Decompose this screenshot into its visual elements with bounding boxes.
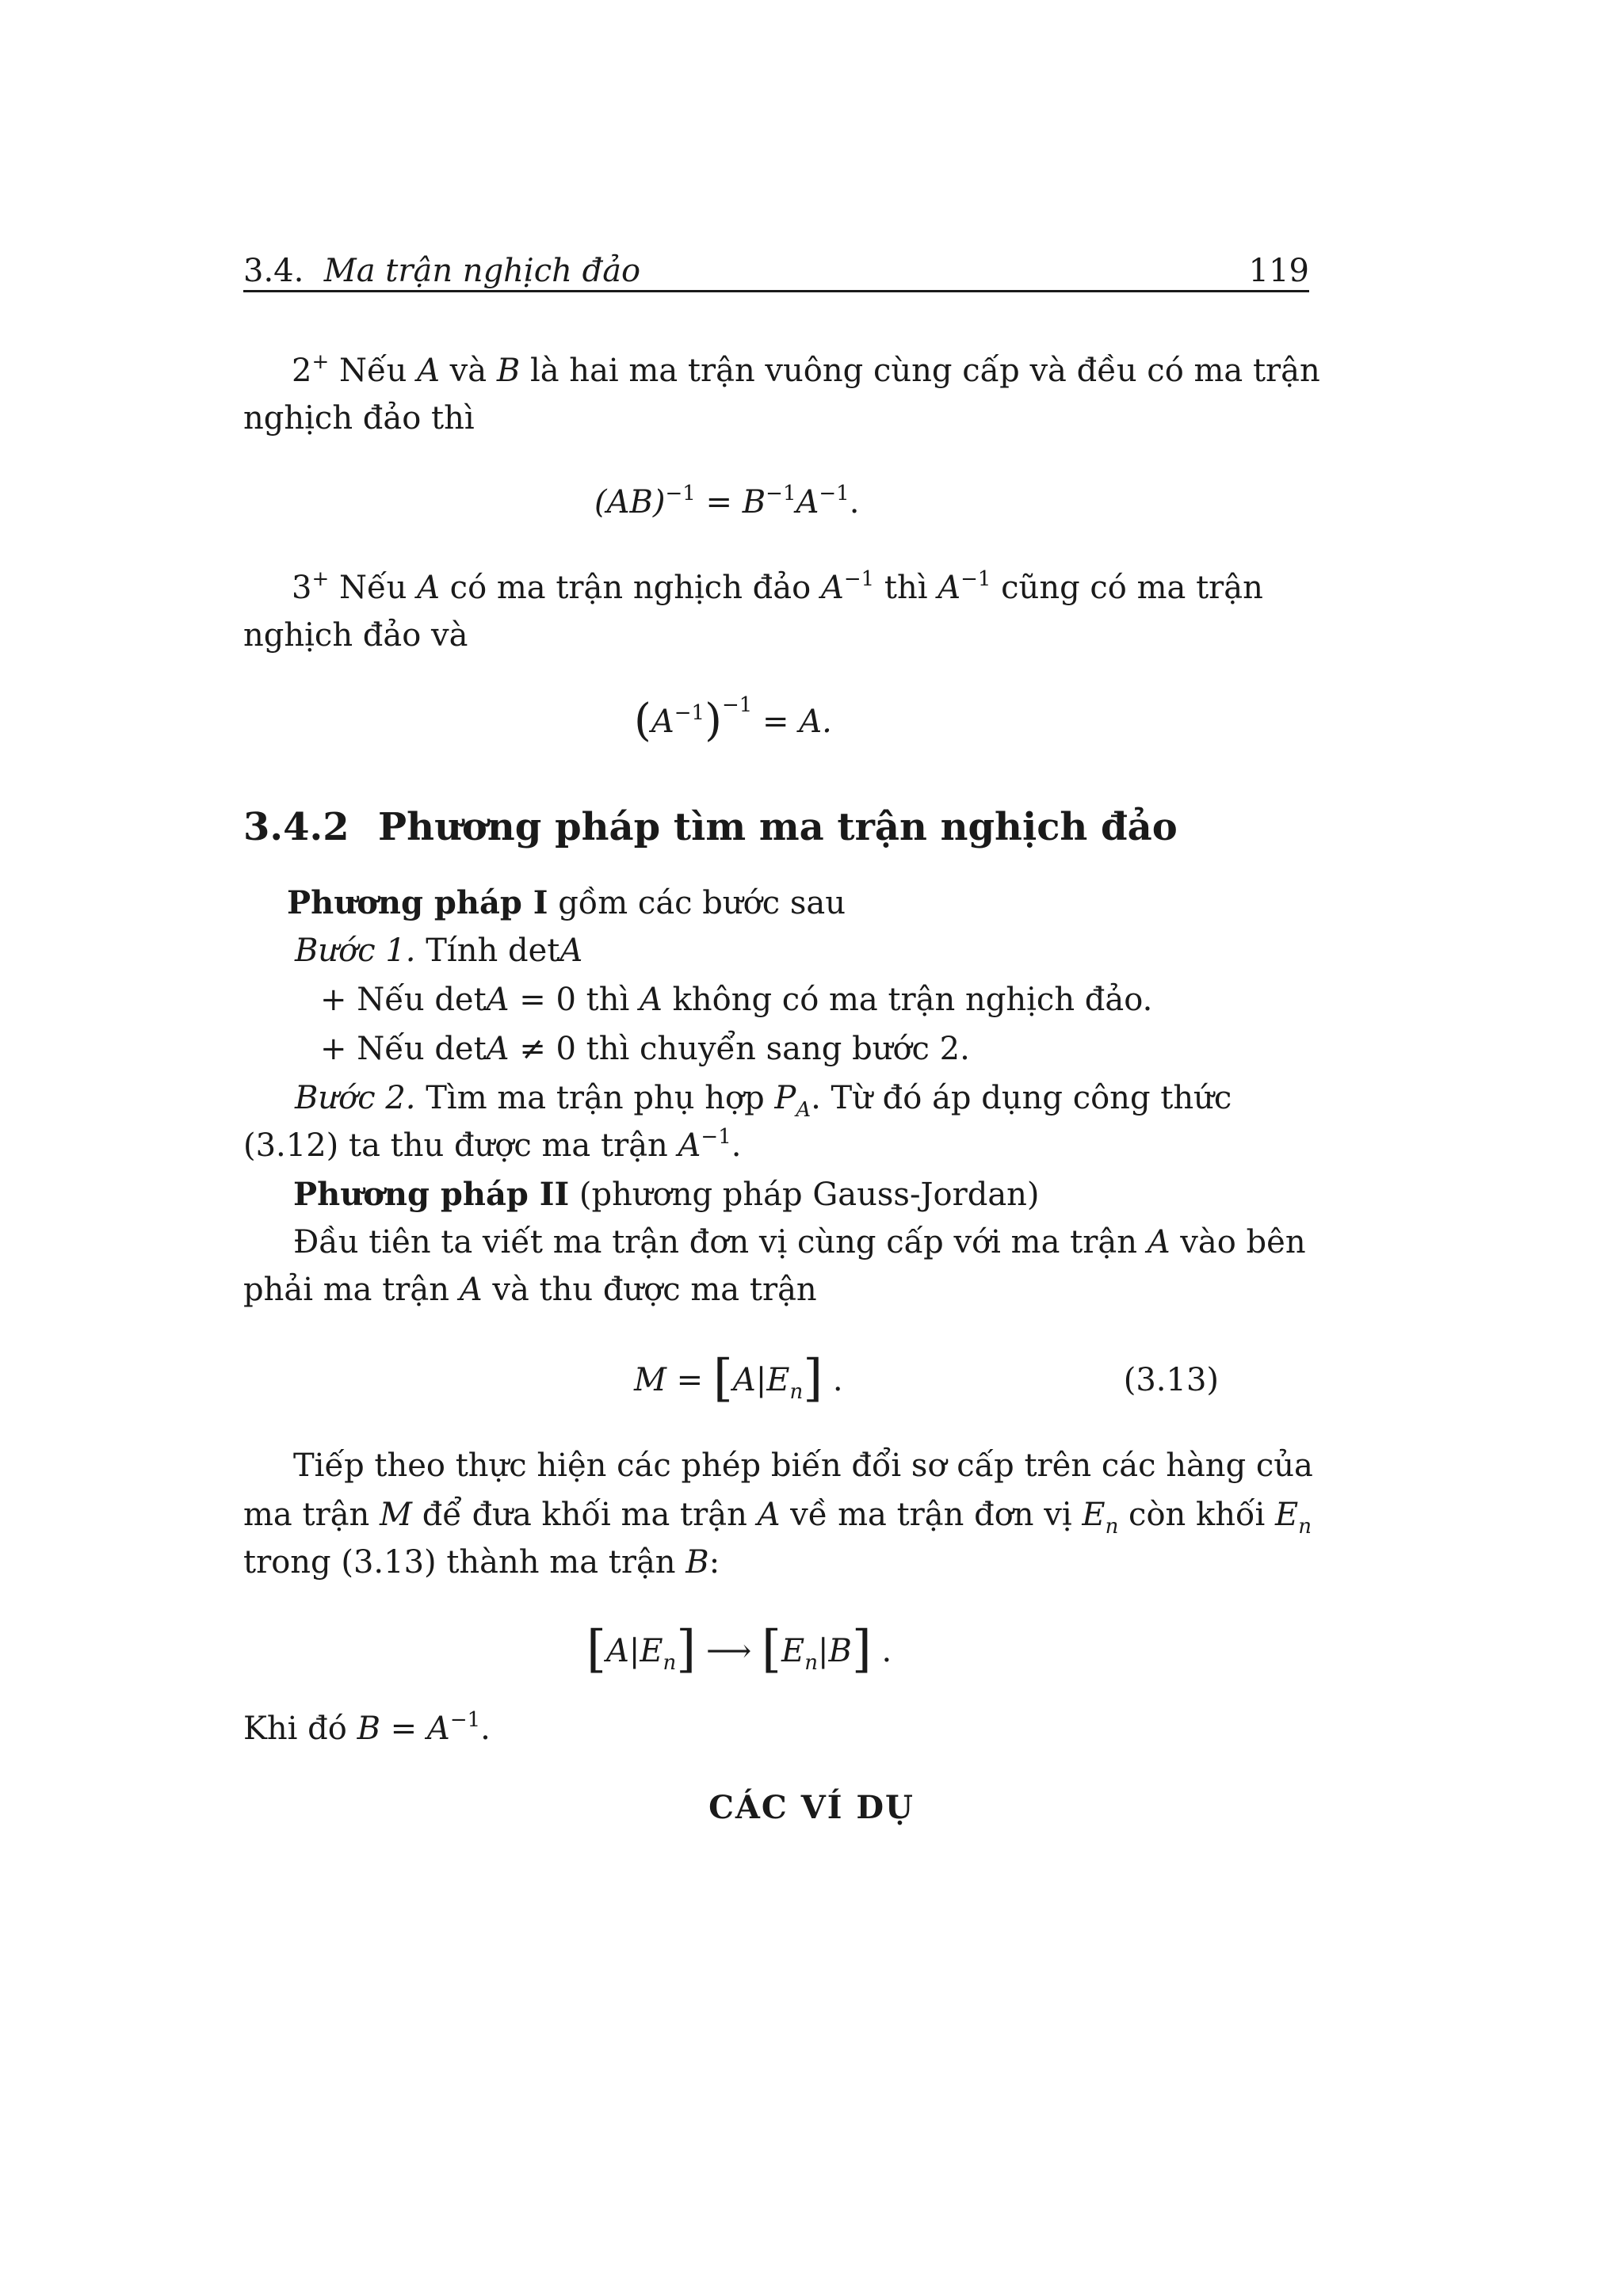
section-number: 3.4.2	[243, 805, 349, 849]
method-2-p1-line2-a: phải ma trận	[243, 1272, 460, 1308]
method-2-p1-b: vào bên	[1170, 1224, 1306, 1261]
eq2-inner-exp: −1	[674, 701, 705, 725]
header-section-title: Ma trận nghịch đảo	[323, 253, 641, 289]
p2-l2-c: về ma trận đơn vị	[780, 1497, 1083, 1533]
eq3-open-bracket: [	[712, 1349, 733, 1408]
eq3-lhs: M =	[634, 1362, 713, 1398]
equation-number: (3.13)	[1123, 1362, 1219, 1398]
eq2-open-paren: (	[634, 695, 651, 746]
method-2-p1-line2-b: và thu được ma trận	[482, 1272, 817, 1308]
method-2-para-line-1	[293, 1219, 1306, 1266]
case-2-A: A	[486, 1031, 510, 1067]
method-2-title: Phương pháp II	[293, 1176, 570, 1213]
p2-l2-E2: E	[1274, 1497, 1299, 1533]
equation-augmented-matrix	[634, 1350, 843, 1408]
running-header	[243, 247, 640, 295]
method-1-intro: gồm các bước sau	[548, 885, 846, 921]
section-heading	[243, 803, 1178, 851]
property-2-text-b: và	[439, 353, 497, 389]
eq4-end: .	[871, 1633, 892, 1669]
eq2-outer-exp: −1	[721, 693, 753, 717]
eq3-bar: |	[755, 1362, 767, 1398]
section-title: Phương pháp tìm ma trận nghịch đảo	[378, 805, 1178, 849]
equation-double-inverse	[634, 694, 832, 749]
case-1-A2: A	[640, 982, 663, 1018]
property-3-A2: A	[820, 570, 844, 606]
step-1-A: A	[559, 933, 583, 969]
eq1-exp3: −1	[819, 482, 850, 505]
eq1-eq: = B	[695, 484, 766, 521]
step-2-label: Bước 2.	[295, 1080, 416, 1116]
eq4-close-bracket-2: ]	[851, 1620, 872, 1679]
p2-l2-a: ma trận	[243, 1497, 380, 1533]
p2-l2-d: còn khối	[1118, 1497, 1275, 1533]
case-2-a: + Nếu det	[320, 1031, 487, 1067]
property-2-line-1	[292, 347, 1320, 399]
eq1-end: .	[849, 484, 860, 521]
eq2-close-paren: )	[705, 695, 722, 746]
step-2-A: A	[678, 1127, 701, 1164]
eq4-A: A	[605, 1633, 629, 1669]
step-1-line	[295, 927, 582, 974]
property-3-A3: A	[938, 570, 961, 606]
conclusion-b: =	[380, 1711, 427, 1747]
step-2-line-2	[243, 1122, 741, 1173]
conclusion-exp: −1	[449, 1708, 481, 1732]
header-rule	[243, 290, 1309, 292]
property-3-text-c: thì	[874, 570, 938, 606]
p2-l3-b: :	[708, 1544, 720, 1581]
paragraph-2-line-3	[243, 1539, 720, 1586]
property-2-B: B	[496, 353, 521, 389]
paragraph-2-line-2	[243, 1491, 1312, 1543]
paragraph-2-line-1: Tiếp theo thực hiện các phép biến đổi sơ cấp trên các hàng của	[293, 1447, 1313, 1484]
property-3-text-a: Nếu	[329, 570, 418, 606]
method-1-title: Phương pháp I	[287, 884, 548, 921]
property-3-exp2: −1	[960, 567, 991, 591]
property-2-sup: +	[311, 350, 330, 374]
eq4-bar2: |	[817, 1633, 829, 1669]
property-3-sup: +	[311, 567, 330, 591]
eq4-arrow: ⟶	[696, 1633, 762, 1669]
eq2-rhs: = A.	[752, 704, 832, 740]
conclusion-a: Khi đó	[243, 1711, 357, 1747]
property-3-A: A	[417, 570, 440, 606]
step-1-case-1	[320, 976, 1152, 1024]
eq3-close-bracket: ]	[803, 1349, 823, 1408]
eq3-E: E	[766, 1362, 790, 1398]
property-2-label: 2	[292, 353, 312, 389]
case-1-a: + Nếu det	[320, 982, 487, 1018]
step-2-end: .	[731, 1127, 742, 1164]
method-2-p1-A: A	[1147, 1224, 1170, 1261]
conclusion-end: .	[480, 1711, 491, 1747]
method-2-para-line-2	[243, 1266, 817, 1314]
property-3-label: 3	[292, 570, 312, 606]
property-2-text-c: là hai ma trận vuông cùng cấp và đều có ma trận	[520, 353, 1320, 389]
eq1-mid: A	[796, 484, 819, 521]
conclusion-A: A	[426, 1711, 450, 1747]
step-2-text: Tìm ma trận phụ hợp	[415, 1080, 775, 1116]
eq1-exp2: −1	[766, 482, 796, 505]
step-2-P: P	[774, 1080, 796, 1116]
property-3-line-1	[292, 564, 1263, 616]
p2-l2-E: E	[1082, 1497, 1106, 1533]
method-2-p1-a: Đầu tiên ta viết ma trận đơn vị cùng cấp với ma trận	[293, 1224, 1148, 1261]
eq4-n2: n	[804, 1651, 818, 1675]
eq4-E: E	[640, 1633, 663, 1669]
method-2-p1-line2-A: A	[459, 1272, 483, 1308]
eq3-A: A	[732, 1362, 756, 1398]
method-1-title-line	[287, 879, 846, 927]
equation-inverse-product	[594, 479, 859, 530]
eq4-E2: E	[781, 1633, 805, 1669]
p2-l2-n2: n	[1298, 1515, 1312, 1539]
p2-l3-B: B	[685, 1544, 709, 1581]
p2-l2-A: A	[757, 1497, 781, 1533]
eq2-inner: A	[651, 704, 674, 740]
eq1-exp: −1	[665, 482, 696, 505]
property-2-text-a: Nếu	[329, 353, 418, 389]
eq4-open-bracket-2: [	[762, 1620, 782, 1679]
examples-heading: CÁC VÍ DỤ	[708, 1789, 915, 1826]
property-3-line-2: nghịch đảo và	[243, 617, 468, 654]
eq4-open-bracket-1: [	[586, 1620, 606, 1679]
eq4-bar: |	[628, 1633, 640, 1669]
property-3-exp: −1	[843, 567, 875, 591]
eq1-lhs: (AB)	[594, 484, 666, 521]
eq4-n: n	[663, 1651, 677, 1675]
step-2-line-2-text: (3.12) ta thu được ma trận	[243, 1127, 678, 1164]
method-2-subtitle: (phương pháp Gauss-Jordan)	[569, 1177, 1040, 1213]
p2-l2-M: M	[380, 1497, 412, 1533]
eq3-end: .	[823, 1362, 843, 1398]
property-3-text-d: cũng có ma trận	[991, 570, 1263, 606]
case-1-A: A	[486, 982, 510, 1018]
step-2-exp: −1	[701, 1125, 731, 1149]
eq3-sub: n	[789, 1380, 804, 1404]
case-2-b: ≠ 0 thì chuyển sang bước 2.	[509, 1031, 970, 1067]
step-2-text-2: . Từ đó áp dụng công thức	[811, 1080, 1232, 1116]
equation-transformation	[586, 1621, 892, 1679]
conclusion-line	[243, 1705, 491, 1756]
step-1-case-2	[320, 1025, 970, 1073]
method-2-title-line	[293, 1171, 1040, 1219]
page-number: 119	[1248, 253, 1309, 289]
eq4-close-bracket-1: ]	[676, 1620, 697, 1679]
header-section-number: 3.4.	[243, 253, 304, 289]
step-2-P-sub: A	[796, 1098, 812, 1122]
step-1-label: Bước 1.	[295, 933, 416, 969]
conclusion-B: B	[357, 1711, 380, 1747]
property-2-line-2: nghịch đảo thì	[243, 400, 475, 437]
property-3-text-b: có ma trận nghịch đảo	[439, 570, 821, 606]
eq4-B: B	[828, 1633, 852, 1669]
property-2-A: A	[417, 353, 440, 389]
step-2-line-1	[295, 1074, 1232, 1126]
p2-l2-b: để đưa khối ma trận	[411, 1497, 758, 1533]
p2-l2-n: n	[1105, 1515, 1119, 1539]
case-1-b: = 0 thì	[509, 982, 640, 1018]
step-1-text: Tính det	[415, 933, 560, 969]
case-1-c: không có ma trận nghịch đảo.	[662, 982, 1153, 1018]
p2-l3-a: trong (3.13) thành ma trận	[243, 1544, 686, 1581]
